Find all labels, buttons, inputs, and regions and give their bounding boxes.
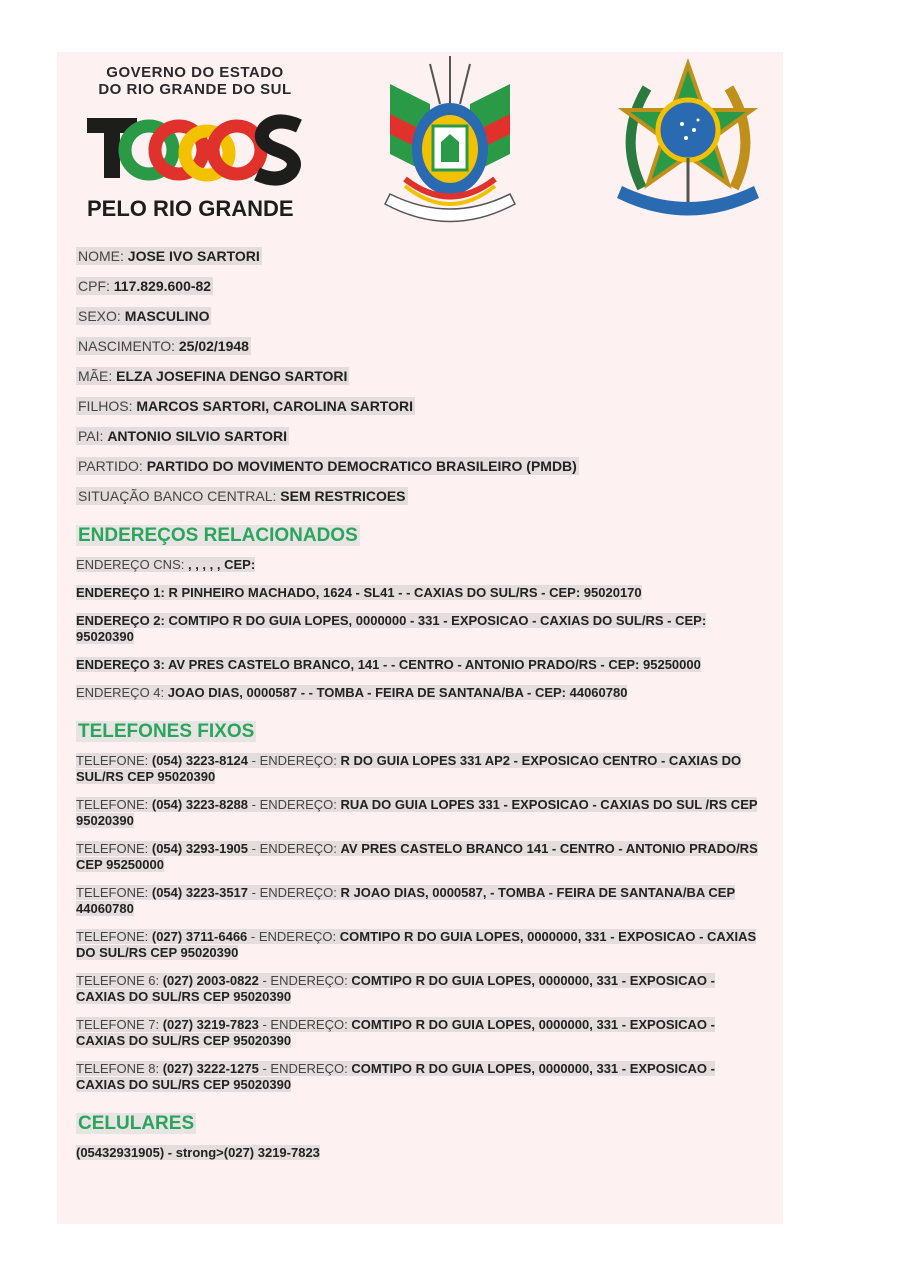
address-item: ENDEREÇO 1: R PINHEIRO MACHADO, 1624 - SL41 - - CAXIAS DO SUL/RS - CEP: 95020170 (76, 585, 642, 600)
field-value: JOSE IVO SARTORI (127, 248, 260, 264)
brazil-coat-of-arms (612, 58, 764, 228)
field-cpf (76, 277, 213, 295)
section-title-enderecos: ENDEREÇOS RELACIONADOS (78, 525, 358, 546)
logo-slogan: PELO RIO GRANDE (87, 196, 294, 221)
address-item: ENDEREÇO 4: JOAO DIAS, 0000587 - - TOMBA - FEIRA DE SANTANA/BA - CEP: 44060780 (76, 685, 628, 700)
field-label: CPF: (78, 278, 110, 294)
field-value: ANTONIO SILVIO SARTORI (107, 428, 287, 444)
field-label: PARTIDO: (78, 458, 143, 474)
field-label: PAI: (78, 428, 104, 444)
field-situacao-banco-central (76, 487, 408, 505)
phone-item: TELEFONE: (027) 3711-6466 - ENDEREÇO: COMTIPO R DO GUIA LOPES, 0000000, 331 - EXPOSICAO - CAXIAS DO SUL/RS CEP 95020390 (76, 929, 757, 960)
field-nome (76, 247, 262, 265)
field-sexo (76, 307, 211, 325)
field-value: 25/02/1948 (178, 338, 249, 354)
gov-line-1: GOVERNO DO ESTADO (106, 64, 284, 81)
document-content (76, 248, 766, 1173)
address-item: ENDEREÇO 2: COMTIPO R DO GUIA LOPES, 0000000 - 331 - EXPOSICAO - CAXIAS DO SUL/RS - CEP: 95020390 (76, 613, 707, 644)
cellphone-item: (05432931905) - strong>(027) 3219-7823 (76, 1145, 320, 1160)
phone-item: TELEFONE: (054) 3223-8124 - ENDEREÇO: R DO GUIA LOPES 331 AP2 - EXPOSICAO CENTRO - CAXIAS DO SUL/RS CEP 95020390 (76, 753, 742, 784)
phone-item: TELEFONE 7: (027) 3219-7823 - ENDEREÇO: COMTIPO R DO GUIA LOPES, 0000000, 331 - EXPOSICAO - CAXIAS DO SUL/RS CEP 95020390 (76, 1017, 715, 1048)
field-nascimento (76, 337, 251, 355)
address-item: ENDEREÇO CNS: , , , , , CEP: (76, 557, 256, 572)
field-label: SITUAÇÃO BANCO CENTRAL: (78, 488, 277, 504)
field-value: PARTIDO DO MOVIMENTO DEMOCRATICO BRASILEIRO (PMDB) (146, 458, 577, 474)
address-item: ENDEREÇO 3: AV PRES CASTELO BRANCO, 141 - - CENTRO - ANTONIO PRADO/RS - CEP: 95250000 (76, 657, 701, 672)
field-value: MASCULINO (124, 308, 210, 324)
field-label: FILHOS: (78, 398, 133, 414)
field-label: SEXO: (78, 308, 121, 324)
field-partido (76, 457, 579, 475)
document-header (57, 52, 783, 237)
phone-item: TELEFONE: (054) 3293-1905 - ENDEREÇO: AV PRES CASTELO BRANCO 141 - CENTRO - ANTONIO PRADO/RS CEP 95250000 (76, 841, 758, 872)
field-label: MÃE: (78, 368, 113, 384)
field-label: NOME: (78, 248, 124, 264)
document-sheet (57, 52, 783, 1224)
field-filhos (76, 397, 415, 415)
phone-item: TELEFONE 6: (027) 2003-0822 - ENDEREÇO: COMTIPO R DO GUIA LOPES, 0000000, 331 - EXPOSICAO - CAXIAS DO SUL/RS CEP 95020390 (76, 973, 715, 1004)
field-value: MARCOS SARTORI, CAROLINA SARTORI (136, 398, 413, 414)
field-value: SEM RESTRICOES (280, 488, 406, 504)
section-title-celulares: CELULARES (78, 1113, 195, 1134)
field-value: ELZA JOSEFINA DENGO SARTORI (116, 368, 348, 384)
phone-item: TELEFONE: (054) 3223-8288 - ENDEREÇO: RUA DO GUIA LOPES 331 - EXPOSICAO - CAXIAS DO SUL /RS CEP 95020390 (76, 797, 758, 828)
phone-item: TELEFONE: (054) 3223-3517 - ENDEREÇO: R JOAO DIAS, 0000587, - TOMBA - FEIRA DE SANTANA/BA CEP 44060780 (76, 885, 735, 916)
gov-line-2: DO RIO GRANDE DO SUL (98, 81, 292, 98)
rio-grande-do-sul-crest (375, 54, 525, 232)
government-title (85, 64, 305, 98)
field-label: NASCIMENTO: (78, 338, 175, 354)
todos-logo (87, 108, 307, 223)
field-pai (76, 427, 289, 445)
section-title-telefones: TELEFONES FIXOS (78, 721, 255, 742)
field-value: 117.829.600-82 (113, 278, 212, 294)
phone-item: TELEFONE 8: (027) 3222-1275 - ENDEREÇO: COMTIPO R DO GUIA LOPES, 0000000, 331 - EXPOSICAO - CAXIAS DO SUL/RS CEP 95020390 (76, 1061, 715, 1092)
field-mae (76, 367, 349, 385)
